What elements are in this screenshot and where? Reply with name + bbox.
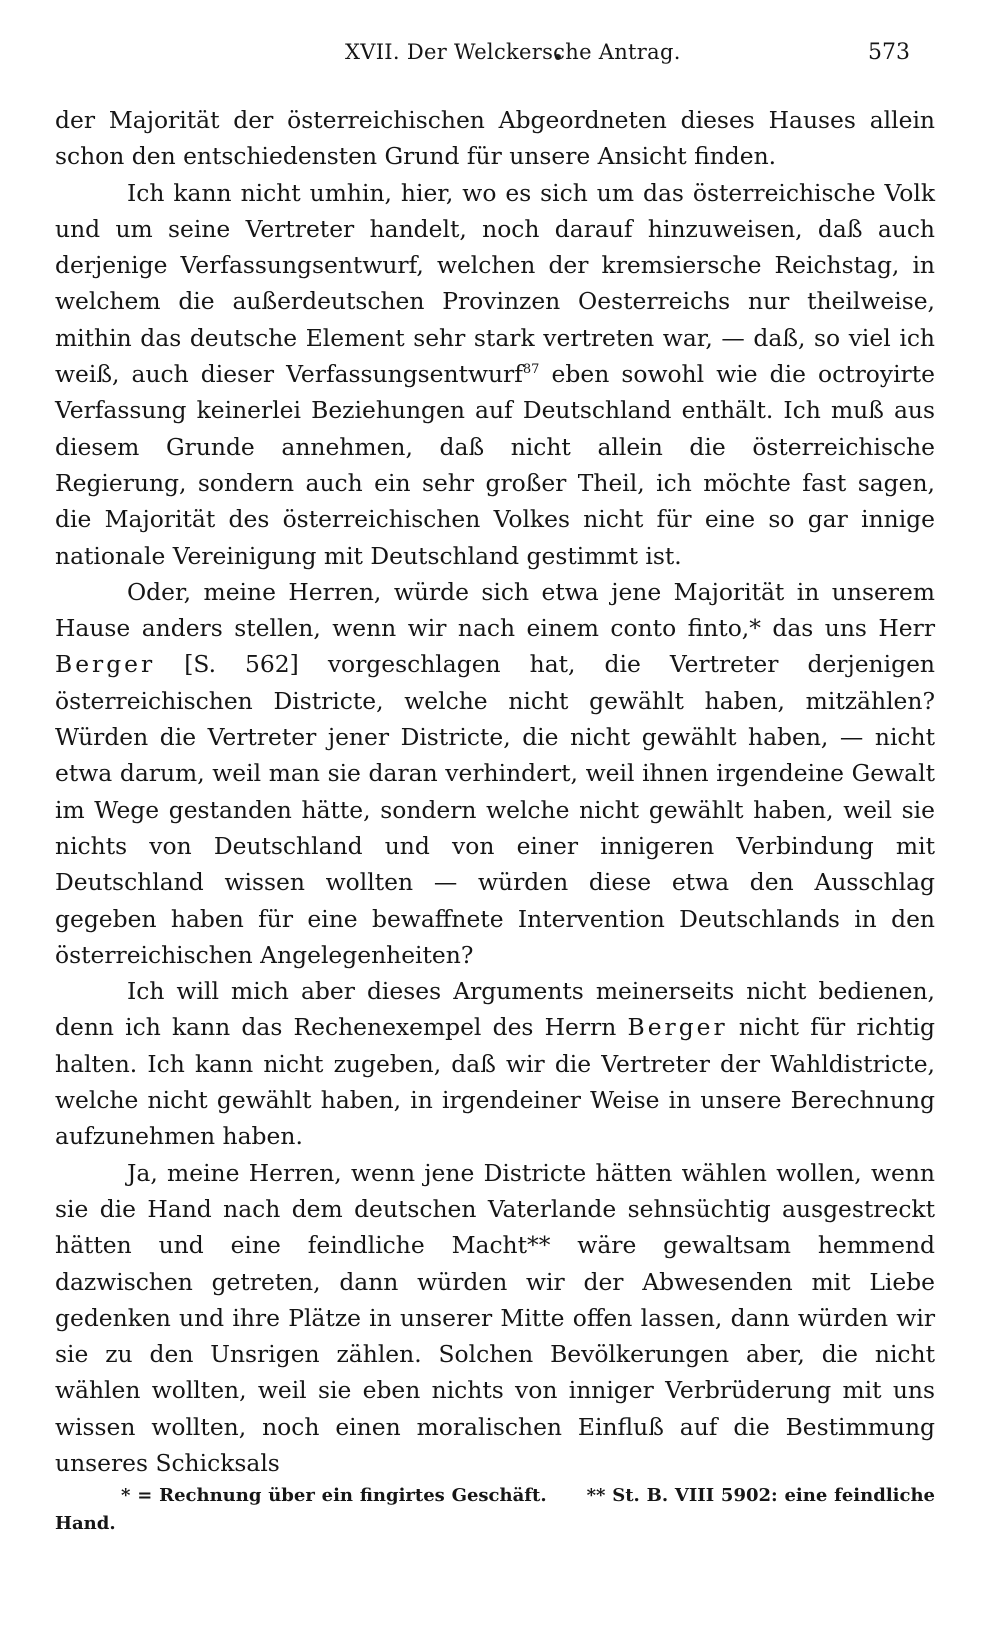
paragraph-text: Oder, meine Herren, würde sich etwa jene Majorität in unserem Hause anders stellen, wenn wir nach einem conto finto,* das uns Herr bbox=[55, 577, 935, 643]
footnotes bbox=[55, 1482, 935, 1538]
body-text bbox=[55, 102, 935, 1481]
paragraph bbox=[55, 574, 935, 973]
footnote-line bbox=[55, 1482, 935, 1538]
paragraph bbox=[55, 175, 935, 574]
paragraph-text: nicht für richtig halten. Ich kann nicht zugeben, daß wir die Vertreter der Wahldistricte, welche nicht gewählt haben, in irgendeiner Weise in unsere Berechnung aufzunehmen haben. bbox=[55, 1013, 935, 1151]
page-number: 573 bbox=[868, 40, 910, 65]
paragraph-text: eben sowohl wie die octroyirte Verfassung keinerlei Beziehungen auf Deutschland enthält. Ich muß aus diesem Grunde annehmen, daß nicht allein die österreichische Regierung, sondern auch ein sehr großer Theil, ich möchte fast sagen, die Majorität des österreichischen Volkes nicht für eine so gar innige nationale Vereinigung mit Deutschland gestimmt ist. bbox=[55, 360, 935, 570]
paragraph-text: Ich kann nicht umhin, hier, wo es sich um das österreichische Volk und um seine Vertreter handelt, noch darauf hinzuweisen, daß auch derjenige Verfassungsentwurf, welchen der kremsiersche Reichstag, in welchem die außerdeutschen Provinzen Oesterreichs nur theilweise, mithin das deutsche Element sehr stark vertreten war, — daß, so viel ich weiß, auch dieser Verfassungsentwurf bbox=[55, 178, 935, 389]
paragraph-text: [S. 562] vorgeschlagen hat, die Vertreter derjenigen österreichischen Districte, welche nicht gewählt haben, mitzählen? Würden die Vertreter jener Districte, die nicht gewählt haben, — nicht etwa darum, weil man sie daran verhindert, weil ihnen irgendeine Gewalt im Wege gestanden hätte, sondern welche nicht gewählt haben, weil sie nichts von Deutschland und von einer innigeren Verbindung mit Deutschland wissen wollten — würden diese etwa den Ausschlag gegeben haben für eine bewaffnete Intervention Deutschlands in den österreichischen Angelegenheiten? bbox=[55, 650, 935, 969]
paragraph bbox=[55, 973, 935, 1154]
paragraph bbox=[55, 1155, 935, 1482]
paragraph bbox=[55, 102, 935, 175]
footnote-1: * = Rechnung über ein fingirtes Geschäft. bbox=[121, 1485, 547, 1506]
paragraph-text: der Majorität der österreichischen Abgeordneten dieses Hauses allein schon den entschiedensten Grund für unsere Ansicht finden. bbox=[55, 106, 935, 171]
footnote-reference: 87 bbox=[522, 362, 540, 378]
spaced-name: Berger bbox=[627, 1013, 728, 1042]
spaced-name: Berger bbox=[55, 650, 156, 679]
running-head: XVII. Der Welckersche Antrag. bbox=[345, 40, 681, 64]
paragraph-text: Ja, meine Herren, wenn jene Districte hätten wählen wollen, wenn sie die Hand nach dem deutschen Vaterlande sehnsüchtig ausgestreckt hätten und eine feindliche Macht** wäre gewaltsam hemmend dazwischen getreten, dann würden wir der Abwesenden mit Liebe gedenken und ihre Plätze in unserer Mitte offen lassen, dann würden wir sie zu den Unsrigen zählen. Solchen Bevölkerungen aber, die nicht wählen wollten, weil sie eben nichts von inniger Verbrüderung mit uns wissen wollten, noch einen moralischen Einfluß auf die Bestimmung unseres Schicksals bbox=[55, 1158, 935, 1477]
footnote-2: ** St. B. VIII 5902: eine feindliche Hand. bbox=[55, 1485, 935, 1534]
page-header bbox=[345, 40, 910, 76]
paragraph-text: Ich will mich aber dieses Arguments meinerseits nicht bedienen, denn ich kann das Rechenexempel des Herrn bbox=[55, 977, 935, 1042]
